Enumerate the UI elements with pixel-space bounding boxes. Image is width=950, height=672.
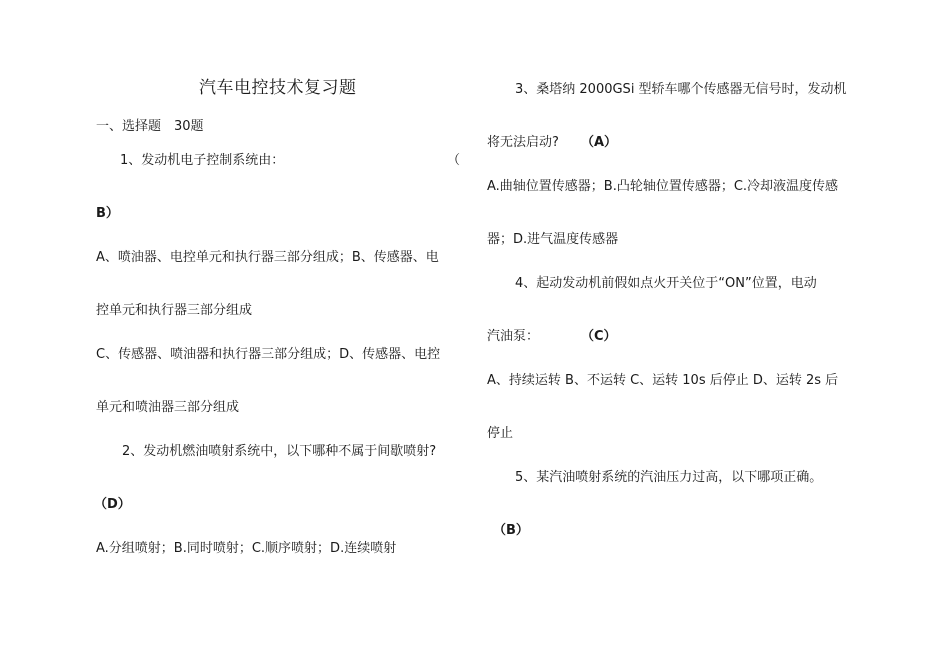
question-3-stem-line2: 将无法启动? <box>487 135 559 150</box>
question-2-stem: 2、发动机燃油喷射系统中，以下哪种不属于间歇喷射? <box>122 444 437 459</box>
question-1-option-c-line1: C、传感器、喷油器和执行器三部分组成；D、传感器、电控 <box>96 347 441 362</box>
question-3-options-line2: 器；D.进气温度传感器 <box>487 232 619 247</box>
question-5-answer: （B） <box>493 523 529 538</box>
question-3-stem-line1: 3、桑塔纳 2000GSi 型轿车哪个传感器无信号时，发动机 <box>515 82 847 97</box>
question-4-stem-line1: 4、起动发动机前假如点火开关位于“ON”位置，电动 <box>515 276 817 291</box>
question-5-stem: 5、某汽油喷射系统的汽油压力过高，以下哪项正确。 <box>515 470 823 485</box>
question-1-option-a-line2: 控单元和执行器三部分组成 <box>96 303 253 318</box>
question-3-options-line1: A.曲轴位置传感器；B.凸轮轴位置传感器；C.冷却液温度传感 <box>487 179 839 194</box>
question-4-stem-line2: 汽油泵： <box>487 329 540 344</box>
question-1-paren-open: （ <box>447 153 461 168</box>
question-1-option-c-line2: 单元和喷油器三部分组成 <box>96 400 240 415</box>
question-4-answer: （C） <box>581 329 617 344</box>
question-1-answer: B） <box>96 206 119 221</box>
question-2-options: A.分组喷射；B.同时喷射；C.顺序喷射；D.连续喷射 <box>96 541 397 556</box>
question-1-option-a-line1: A、喷油器、电控单元和执行器三部分组成；B、传感器、电 <box>96 250 439 265</box>
page-title: 汽车电控技术复习题 <box>199 78 357 98</box>
question-2-answer: （D） <box>94 497 131 512</box>
section-heading: 一、选择题 30题 <box>96 119 204 134</box>
question-4-options-line2: 停止 <box>487 426 514 441</box>
question-3-answer: （A） <box>581 135 618 150</box>
question-4-options-line1: A、持续运转 B、不运转 C、运转 10s 后停止 D、运转 2s 后 <box>487 373 839 388</box>
question-1-stem: 1、发动机电子控制系统由： <box>120 153 285 168</box>
